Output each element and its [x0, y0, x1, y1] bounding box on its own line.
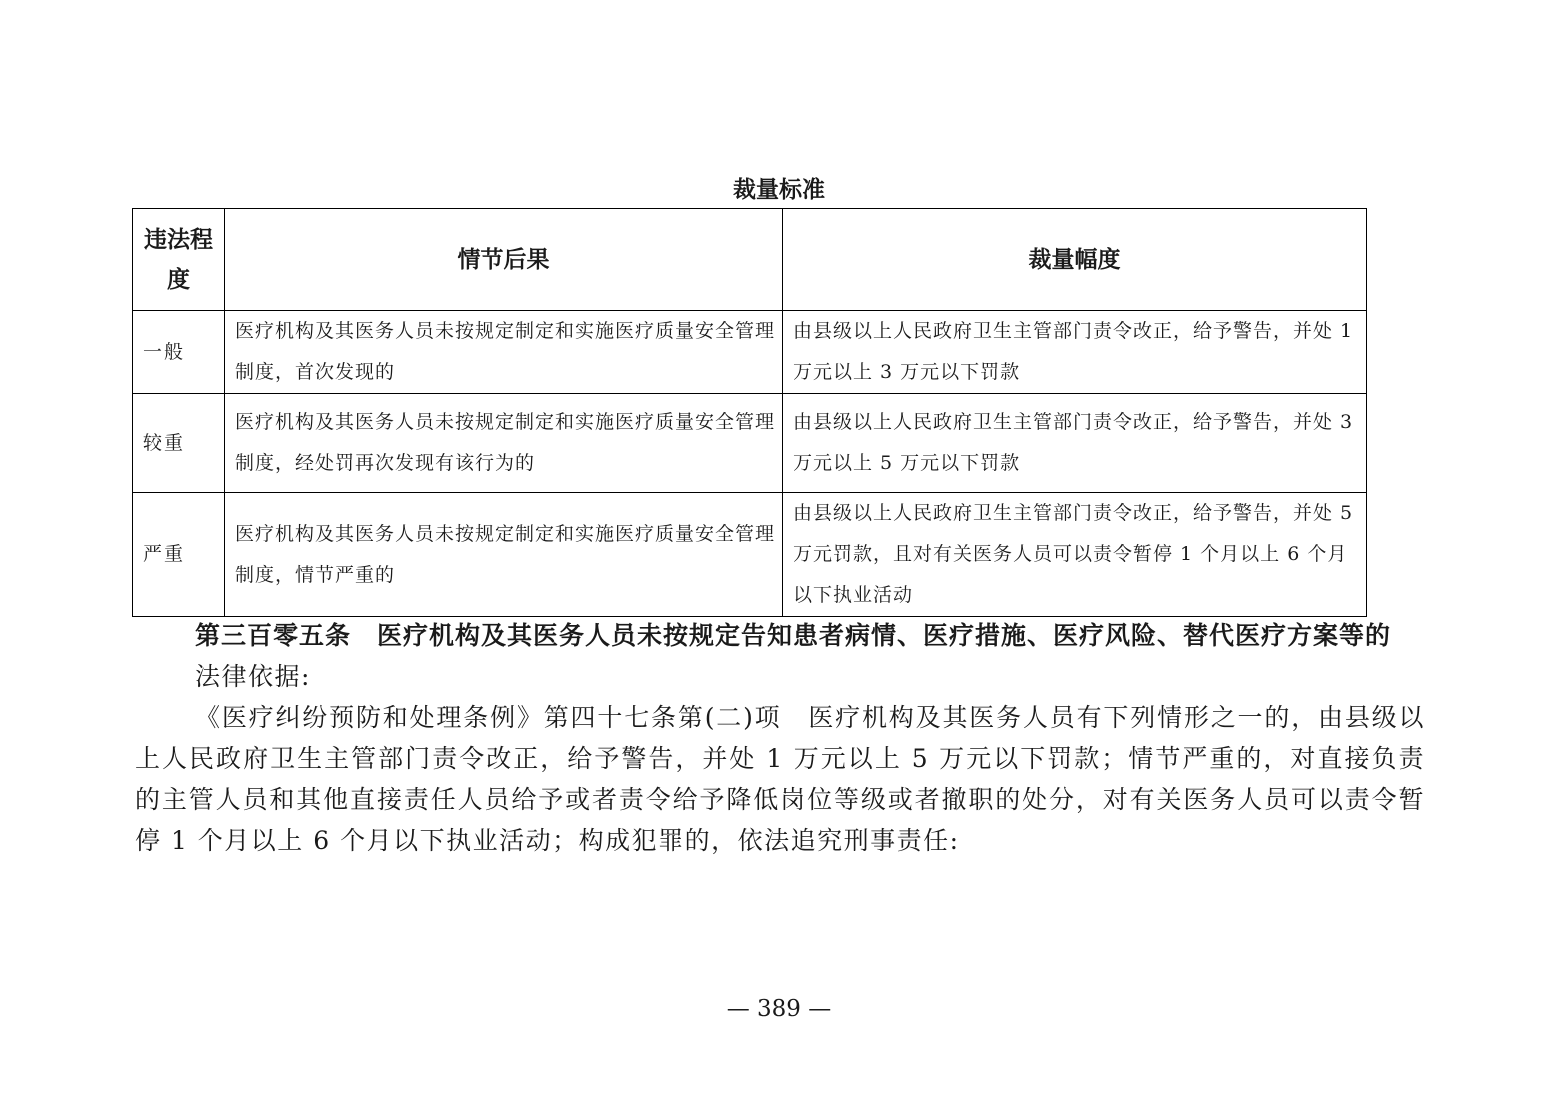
table-header-row: [133, 209, 1367, 311]
range-cell: 由县级以上人民政府卫生主管部门责令改正，给予警告，并处 1 万元以上 3 万元以下罚款: [783, 311, 1367, 394]
table-row: [133, 493, 1367, 617]
degree-cell: 严重: [133, 493, 225, 617]
table-title: 裁量标准: [733, 177, 825, 203]
range-cell: 由县级以上人民政府卫生主管部门责令改正，给予警告，并处 5 万元罚款，且对有关医务人员可以责令暂停 1 个月以上 6 个月以下执业活动: [783, 493, 1367, 617]
legal-basis-text: 《医疗纠纷预防和处理条例》第四十七条第(二)项 医疗机构及其医务人员有下列情形之一的，由县级以上人民政府卫生主管部门责令改正，给予警告，并处 1 万元以上 5 万元以下罚款；情节严重的，对直接负责的主管人员和其他直接责任人员给予或者责令给予降低岗位等级或者撤职的处分，对有关医务人员可以责令暂停 1 个月以上 6 个月以下执业活动；构成犯罪的，依法追究刑事责任:: [135, 703, 1425, 855]
degree-cell: 一般: [133, 311, 225, 394]
header-circumstance: 情节后果: [225, 209, 783, 311]
header-range: 裁量幅度: [783, 209, 1367, 311]
article-heading: 第三百零五条 医疗机构及其医务人员未按规定告知患者病情、医疗措施、医疗风险、替代医疗方案等的: [195, 621, 1392, 650]
circumstance-cell: 医疗机构及其医务人员未按规定制定和实施医疗质量安全管理制度，首次发现的: [225, 311, 783, 394]
article-content: [135, 615, 1425, 861]
circumstance-cell: 医疗机构及其医务人员未按规定制定和实施医疗质量安全管理制度，经处罚再次发现有该行为的: [225, 394, 783, 493]
discretion-standard-table: [132, 208, 1367, 617]
table-row: [133, 311, 1367, 394]
range-cell: 由县级以上人民政府卫生主管部门责令改正，给予警告，并处 3 万元以上 5 万元以下罚款: [783, 394, 1367, 493]
circumstance-cell: 医疗机构及其医务人员未按规定制定和实施医疗质量安全管理制度，情节严重的: [225, 493, 783, 617]
header-degree: 违法程度: [133, 209, 225, 311]
page-number: — 389 —: [726, 996, 832, 1022]
degree-cell: 较重: [133, 394, 225, 493]
legal-basis-label: 法律依据:: [195, 662, 311, 691]
table-row: [133, 394, 1367, 493]
